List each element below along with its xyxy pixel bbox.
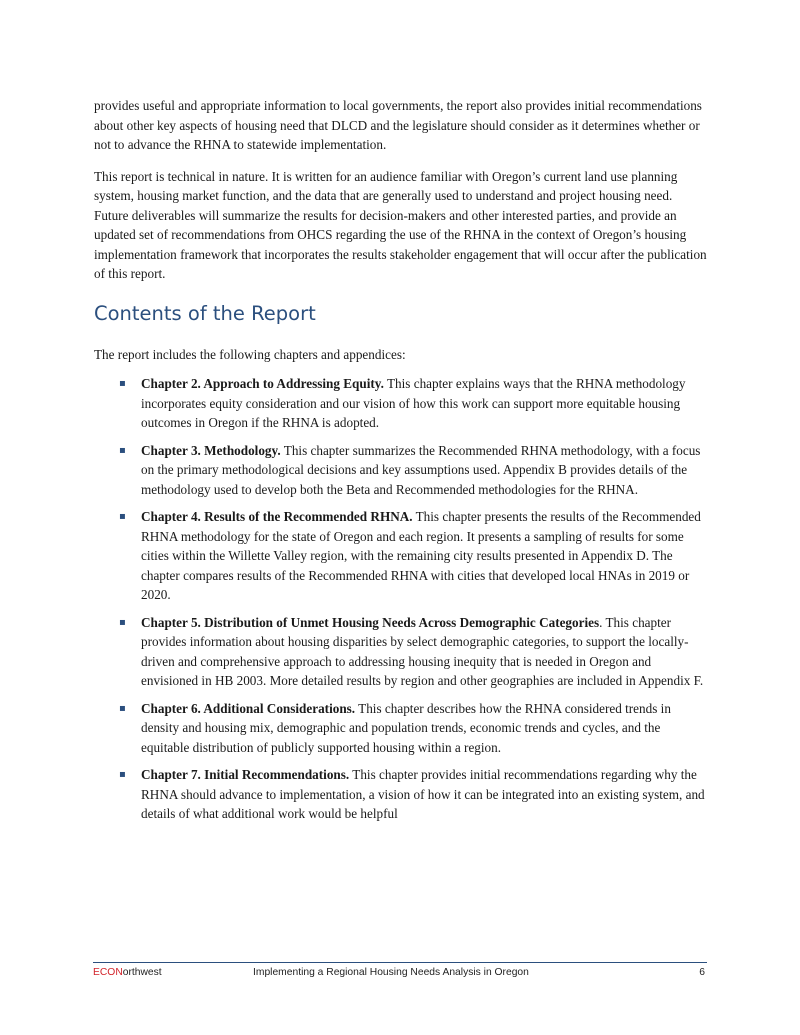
chapter-item-6 [94,699,708,758]
bullet-icon: ▪ [119,444,126,456]
footer-brand [93,967,162,978]
chapter-description: This chapter presents the results of the Recommended RHNA methodology for the state of Oregon and each region. It presents a sampling of results for some cities within the Willette Valley region, with the remaining city results presented in Appendix D. The chapter compares results of the Recommended RHNA with cities that developed local HNAs in 2019 or 2020. [141,509,701,602]
chapter-description: This chapter provides initial recommendations regarding why the RHNA should advance to implementation, a vision of how it can be integrated into an existing system, and details of what additional work would be helpful [141,767,705,821]
body-paragraph-2: This report is technical in nature. It is written for an audience familiar with Oregon’s current land use planning system, housing market function, and the data that are generally used to understand and project housing need. Future deliverables will summarize the results for decision-makers and other interested parties, and provide an updated set of recommendations from OHCS regarding the use of the RHNA in the context of Oregon’s housing implementation framework that incorporates the results stakeholder engagement that will occur after the publication of this report. [94,168,707,281]
chapter-item-2 [94,374,708,433]
bullet-icon: ▪ [119,378,126,389]
chapter-title: Chapter 4. Results of the Recommended RHNA. [141,509,413,524]
chapters-intro: The report includes the following chapters and appendices: [94,346,406,362]
chapter-title: Chapter 3. Methodology. [141,442,281,458]
section-heading: Contents of the Report [94,301,316,325]
chapter-title: Chapter 6. Additional Considerations. [141,700,356,716]
page-number: 6 [699,967,705,978]
chapter-title: Chapter 7. Initial Recommendations. [141,767,350,782]
bullet-icon: ▪ [119,616,126,628]
chapter-item-3 [94,441,708,500]
chapter-title: Chapter 2. Approach to Addressing Equity. [141,376,384,391]
chapter-description: This chapter describes how the RHNA considered trends in density and housing mix, demographic and population trends, economic trends and cycles, and the equitable distribution of publicly supported housing within a region. [141,700,671,755]
bullet-icon: ▪ [119,769,126,780]
chapter-description: . This chapter provides information about housing disparities by select demographic categories, to support the locally-driven and comprehensive approach to addressing housing inequity that is needed in Oregon and envisioned in HB 2003. More detailed results by region and other geographies are included in Appendix F. [141,614,704,688]
chapter-item-5 [94,613,708,691]
brand-prefix: ECON [93,967,123,978]
chapter-description: This chapter summarizes the Recommended RHNA methodology, with a focus on the primary methodological decisions and key assumptions used. Appendix B provides details of the methodology used to develop both the Beta and Recommended methodologies for the RHNA. [141,442,701,497]
footer-document-title: Implementing a Regional Housing Needs Analysis in Oregon [253,967,529,978]
chapter-item-7 [94,765,708,824]
chapter-title: Chapter 5. Distribution of Unmet Housing Needs Across Demographic Categories [141,614,600,630]
chapter-description: This chapter explains ways that the RHNA methodology incorporates equity consideration and our vision of how this work can support more equitable housing outcomes in Oregon if the RHNA is adopted. [141,376,686,430]
chapter-list [94,374,708,824]
bullet-icon: ▪ [119,511,126,522]
body-paragraph-1: provides useful and appropriate information to local governments, the report also provides initial recommendations about other key aspects of housing need that DLCD and the legislature should consider as it determines whether or not to advance the RHNA to statewide implementation. [94,98,702,152]
page-footer [93,962,707,983]
bullet-icon: ▪ [119,702,126,714]
document-page [94,96,708,832]
chapter-item-4 [94,507,708,605]
brand-suffix: orthwest [122,967,162,978]
